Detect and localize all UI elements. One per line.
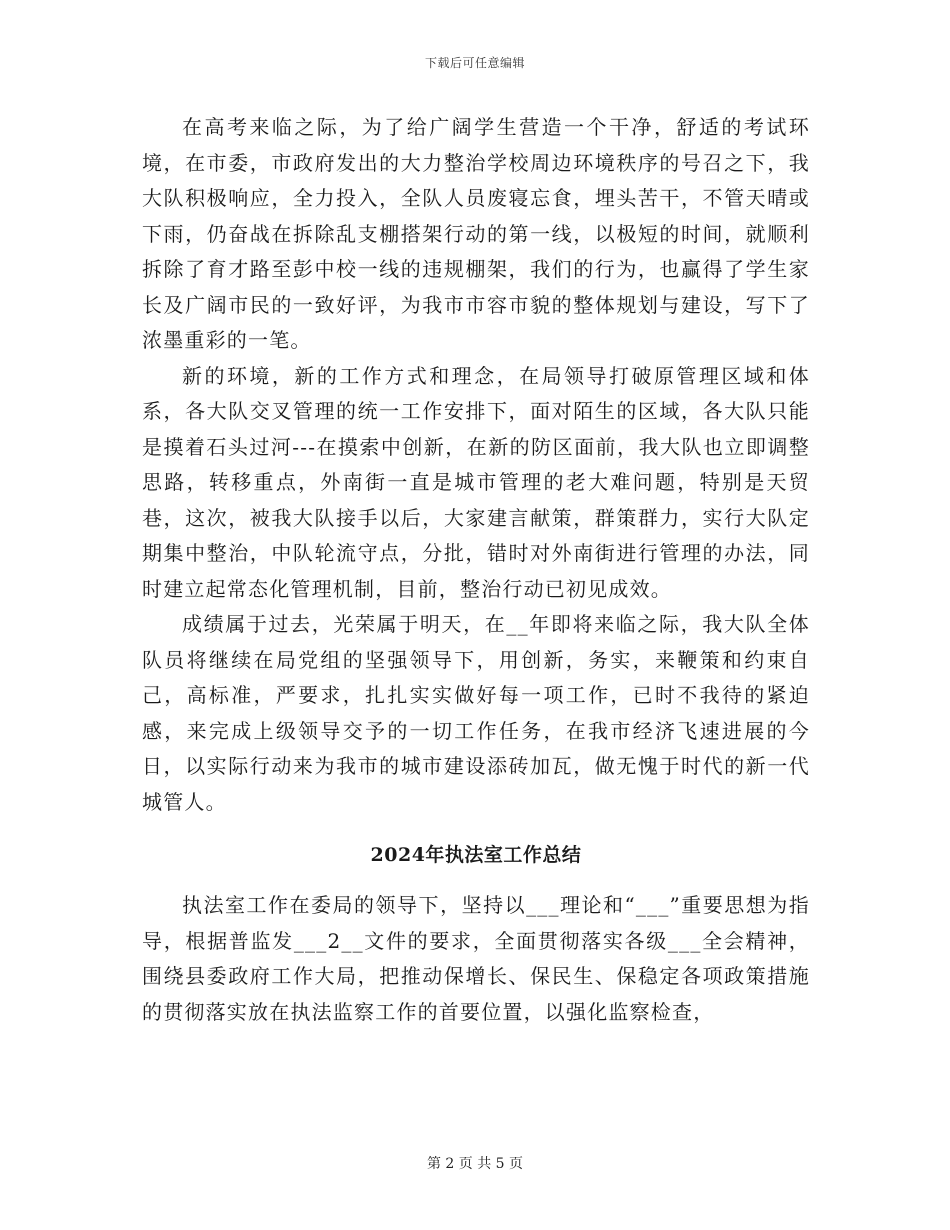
paragraph: 在高考来临之际，为了给广阔学生营造一个干净，舒适的考试环境，在市委，市政府发出的大力整治学校周边环境秩序的号召之下，我大队积极响应，全力投入，全队人员废寝忘食，埋头苦干，不管天晴或下雨，仍奋战在拆除乱支棚搭架行动的第一线，以极短的时间，就顺利拆除了育才路至彭中校一线的违规棚架，我们的行为，也赢得了学生家长及广阔市民的一致好评，为我市市容市貌的整体规划与建设，写下了浓墨重彩的一笔。: [142, 115, 810, 352]
page-number: 第 2 页 共 5 页: [426, 1156, 524, 1172]
paragraph: 新的环境，新的工作方式和理念，在局领导打破原管理区域和体系，各大队交叉管理的统一工作安排下，面对陌生的区域，各大队只能是摸着石头过河---在摸索中创新，在新的防区面前，我大队也立即调整思路，转移重点，外南街一直是城市管理的老大难问题，特别是天贸巷，这次，被我大队接手以后，大家建言献策，群策群力，实行大队定期集中整治，中队轮流守点，分批，错时对外南街进行管理的办法，同时建立起常态化管理机制，目前，整治行动已初见成效。: [142, 363, 810, 601]
page-header-note: 下载后可任意编辑: [424, 56, 525, 70]
section-title: 2024年执法室工作总结: [370, 844, 582, 866]
paragraph: 执法室工作在委局的领导下，坚持以___理论和“___”重要思想为指导，根据普监发___2__文件的要求，全面贯彻落实各级___全会精神，围绕县委政府工作大局，把推动保增长、保民生、保稳定各项政策措施的贯彻落实放在执法监察工作的首要位置，以强化监察检查，: [142, 893, 810, 1024]
document-body: [142, 110, 810, 1030]
paragraph: 成绩属于过去，光荣属于明天，在__年即将来临之际，我大队全体队员将继续在局党组的坚强领导下，用创新，务实，来鞭策和约束自己，高标准，严要求，扎扎实实做好每一项工作，已时不我待的紧迫感，来完成上级领导交予的一切工作任务，在我市经济飞速进展的今日，以实际行动来为我市的城市建设添砖加瓦，做无愧于时代的新一代城管人。: [142, 612, 810, 814]
